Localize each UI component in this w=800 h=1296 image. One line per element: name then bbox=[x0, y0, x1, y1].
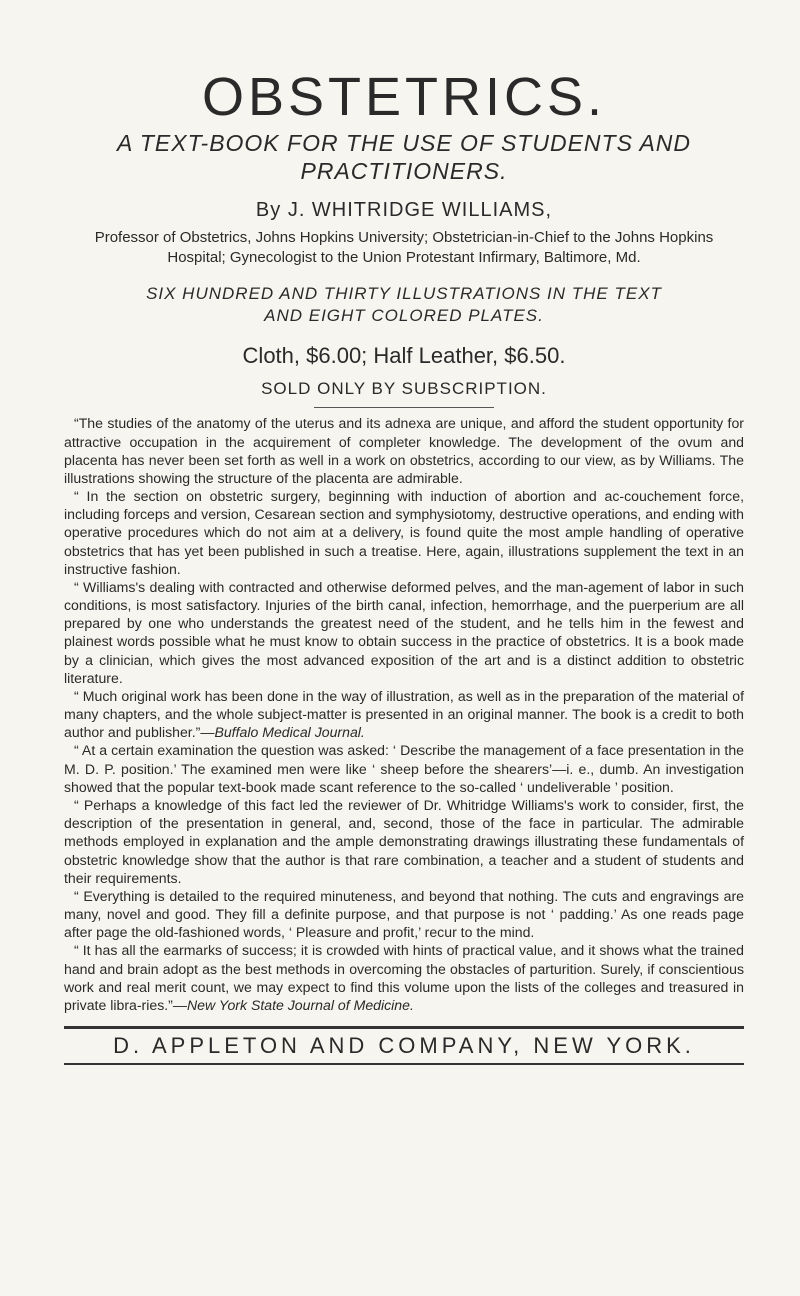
subtitle-line-2: PRACTITIONERS. bbox=[300, 157, 508, 184]
review-paragraph: “ Williams's dealing with contracted and otherwise deformed pelves, and the man-agement of labor in such conditions, is most satisfactory. Injuries of the birth canal, infection, hemorrhage, and the puerperium are all prepared by one who understands the greatest need of the student, and he tells him in the fewest and plainest words possible what he must know to obtain success in the practice of obstetrics. It is a book made by a clinician, which gives the most advanced exposition of the art and is a distinct addition to obstetric literature. bbox=[64, 578, 744, 686]
book-subtitle bbox=[64, 130, 744, 185]
publisher-imprint: D. APPLETON AND COMPANY, NEW YORK. bbox=[113, 1033, 695, 1059]
illustrations-line-1: SIX HUNDRED AND THIRTY ILLUSTRATIONS IN THE TEXT bbox=[146, 284, 662, 304]
divider bbox=[64, 1063, 744, 1065]
review-paragraph: “ Perhaps a knowledge of this fact led the reviewer of Dr. Whitridge Williams's work to consider, first, the description of the presentation in general, and, second, those of the face in particular. The admirable methods employed in explanation and the ample demonstrating drawings illustrating these fundamentals of obstetric knowledge show that the author is that rare combination, a teacher and a student of students and their requirements. bbox=[64, 796, 744, 886]
review-paragraph: “ In the section on obstetric surgery, beginning with induction of abortion and ac-couchement force, including forceps and version, Cesarean section and symphysiotomy, destructive operations, and ending with operative procedures which do not aim at a delivery, is found quite the most ample handling of operative obstetrics that has yet been published in such a treatise. Here, again, illustrations supplement the text in an instructive fashion. bbox=[64, 488, 744, 577]
divider bbox=[314, 407, 494, 408]
review-paragraph: “The studies of the anatomy of the uterus and its adnexa are unique, and afford the student opportunity for attractive occupation in the acquirement of completer knowledge. The development of the ovum and placenta has never been set forth as well in a work on obstetrics, according to our view, as by Williams. The illustrations showing the structure of the placenta are admirable. bbox=[64, 415, 744, 486]
review-text bbox=[64, 414, 744, 1014]
author-credentials: Professor of Obstetrics, Johns Hopkins University; Obstetrician-in-Chief to the Johns Hopkins Hospital; Gynecologist to the Union Protestant Infirmary, Baltimore, Md. bbox=[94, 229, 714, 266]
illustrations-line-2: AND EIGHT COLORED PLATES. bbox=[264, 306, 544, 326]
author-line: By J. WHITRIDGE WILLIAMS, bbox=[255, 199, 553, 222]
illustrations-note bbox=[64, 283, 744, 327]
price-line: Cloth, $6.00; Half Leather, $6.50. bbox=[242, 343, 566, 369]
review-paragraph: “ It has all the earmarks of success; it is crowded with hints of practical value, and it shows what the trained hand and brain adopt as the best methods in overcoming the obstacles of parturition. Surely, if conscientious work and real merit count, we may expect to find this volume upon the lists of the colleges and treasured in private libra-ries.”—New York State Journal of Medicine. bbox=[64, 942, 744, 1013]
review-paragraph: “ Much original work has been done in the way of illustration, as well as in the preparation of the material of many chapters, and the whole subject-matter is presented in an original manner. The book is a credit to both author and publisher.”—Buffalo Medical Journal. bbox=[64, 687, 744, 741]
review-source: Buffalo Medical Journal. bbox=[214, 724, 365, 741]
subtitle-line-1: A TEXT-BOOK FOR THE USE OF STUDENTS AND bbox=[116, 130, 692, 156]
review-paragraph: “ At a certain examination the question was asked: ‘ Describe the management of a face presentation in the M. D. P. position.’ The examined men were like ‘ sheep before the shearers’—i. e., dumb. An investigation showed that the popular text-book made scant reference to the so-called ‘ undeliverable ’ position. bbox=[64, 742, 744, 795]
divider bbox=[64, 1026, 744, 1029]
book-title: OBSTETRICS. bbox=[201, 67, 607, 127]
review-source: New York State Journal of Medicine. bbox=[186, 996, 414, 1013]
subscription-note: SOLD ONLY BY SUBSCRIPTION. bbox=[261, 379, 547, 399]
advertisement-page bbox=[64, 67, 744, 1065]
review-paragraph: “ Everything is detailed to the required minuteness, and beyond that nothing. The cuts and engravings are many, novel and good. They fill a definite purpose, and that purpose is not ‘ padding.’ As one reads page after page the old-fashioned words, ‘ Pleasure and profit,’ recur to the mind. bbox=[64, 887, 744, 941]
